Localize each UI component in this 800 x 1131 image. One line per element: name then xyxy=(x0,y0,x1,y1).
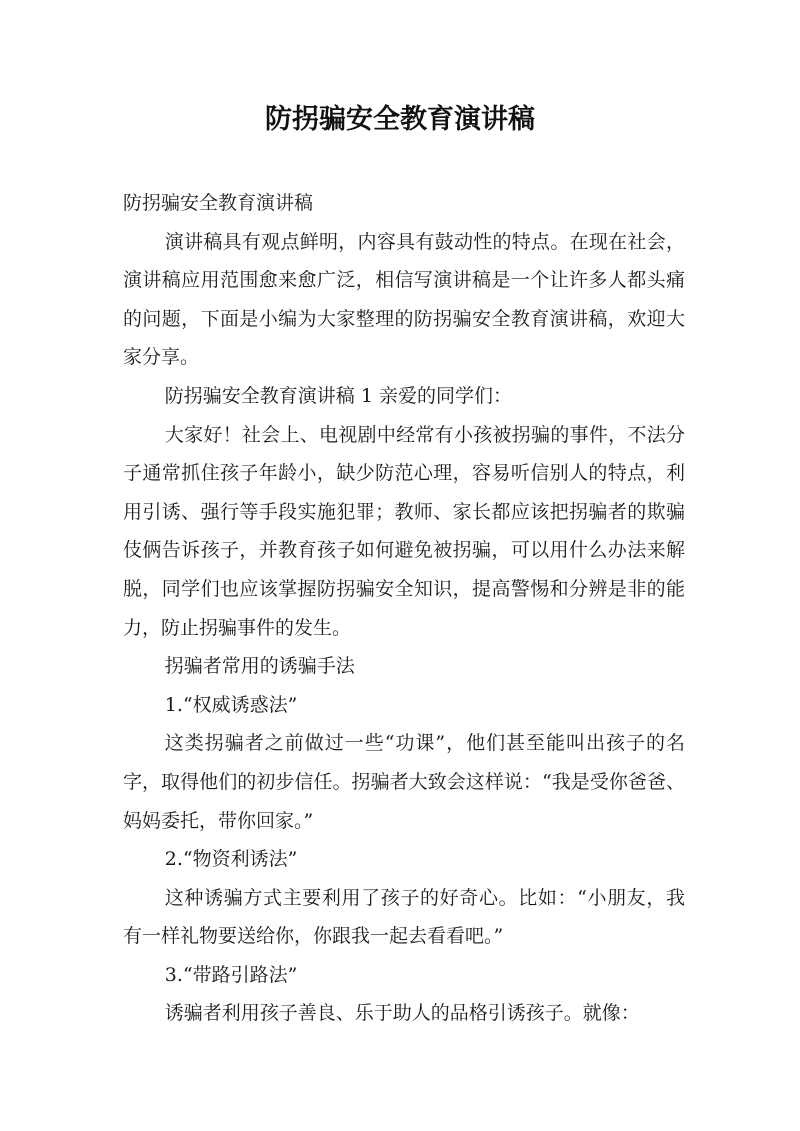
method-heading-1: 1.“权威诱惑法” xyxy=(164,693,298,716)
intro-paragraph: 演讲稿具有观点鲜明，内容具有鼓动性的特点。在现在社会，演讲稿应用范围愈来愈广泛，相信写演讲稿是一个让许多人都头痛的问题，下面是小编为大家整理的防拐骗安全教育演讲稿，欢迎大家分享。 xyxy=(123,230,685,369)
method-paragraph-2: 这种诱骗方式主要利用了孩子的好奇心。比如：“小朋友，我有一样礼物要送给你，你跟我一起去看看吧。” xyxy=(123,886,685,948)
section-heading: 拐骗者常用的诱骗手法 xyxy=(164,655,355,678)
speech-heading-paragraph: 防拐骗安全教育演讲稿 1 亲爱的同学们： xyxy=(164,384,512,407)
document-title: 防拐骗安全教育演讲稿 xyxy=(265,104,535,135)
method-paragraph-3: 诱骗者利用孩子善良、乐于助人的品格引诱孩子。就像： xyxy=(164,1002,640,1025)
method-paragraph-1: 这类拐骗者之前做过一些“功课”，他们甚至能叫出孩子的名字，取得他们的初步信任。拐骗者大致会这样说：“我是受你爸爸、妈妈委托，带你回家。” xyxy=(123,732,685,832)
method-heading-2: 2.“物资利诱法” xyxy=(164,848,298,871)
subtitle-paragraph: 防拐骗安全教育演讲稿 xyxy=(123,192,314,214)
body-paragraph: 大家好！社会上、电视剧中经常有小孩被拐骗的事件，不法分子通常抓住孩子年龄小，缺少防范心理，容易听信别人的特点，利用引诱、强行等手段实施犯罪；教师、家长都应该把拐骗者的欺骗伎俩告诉孩子，并教育孩子如何避免被拐骗，可以用什么办法来解脱，同学们也应该掌握防拐骗安全知识，提高警惕和分辨是非的能力，防止拐骗事件的发生。 xyxy=(123,423,685,639)
document-body xyxy=(123,184,685,1033)
method-heading-3: 3.“带路引路法” xyxy=(164,963,298,986)
